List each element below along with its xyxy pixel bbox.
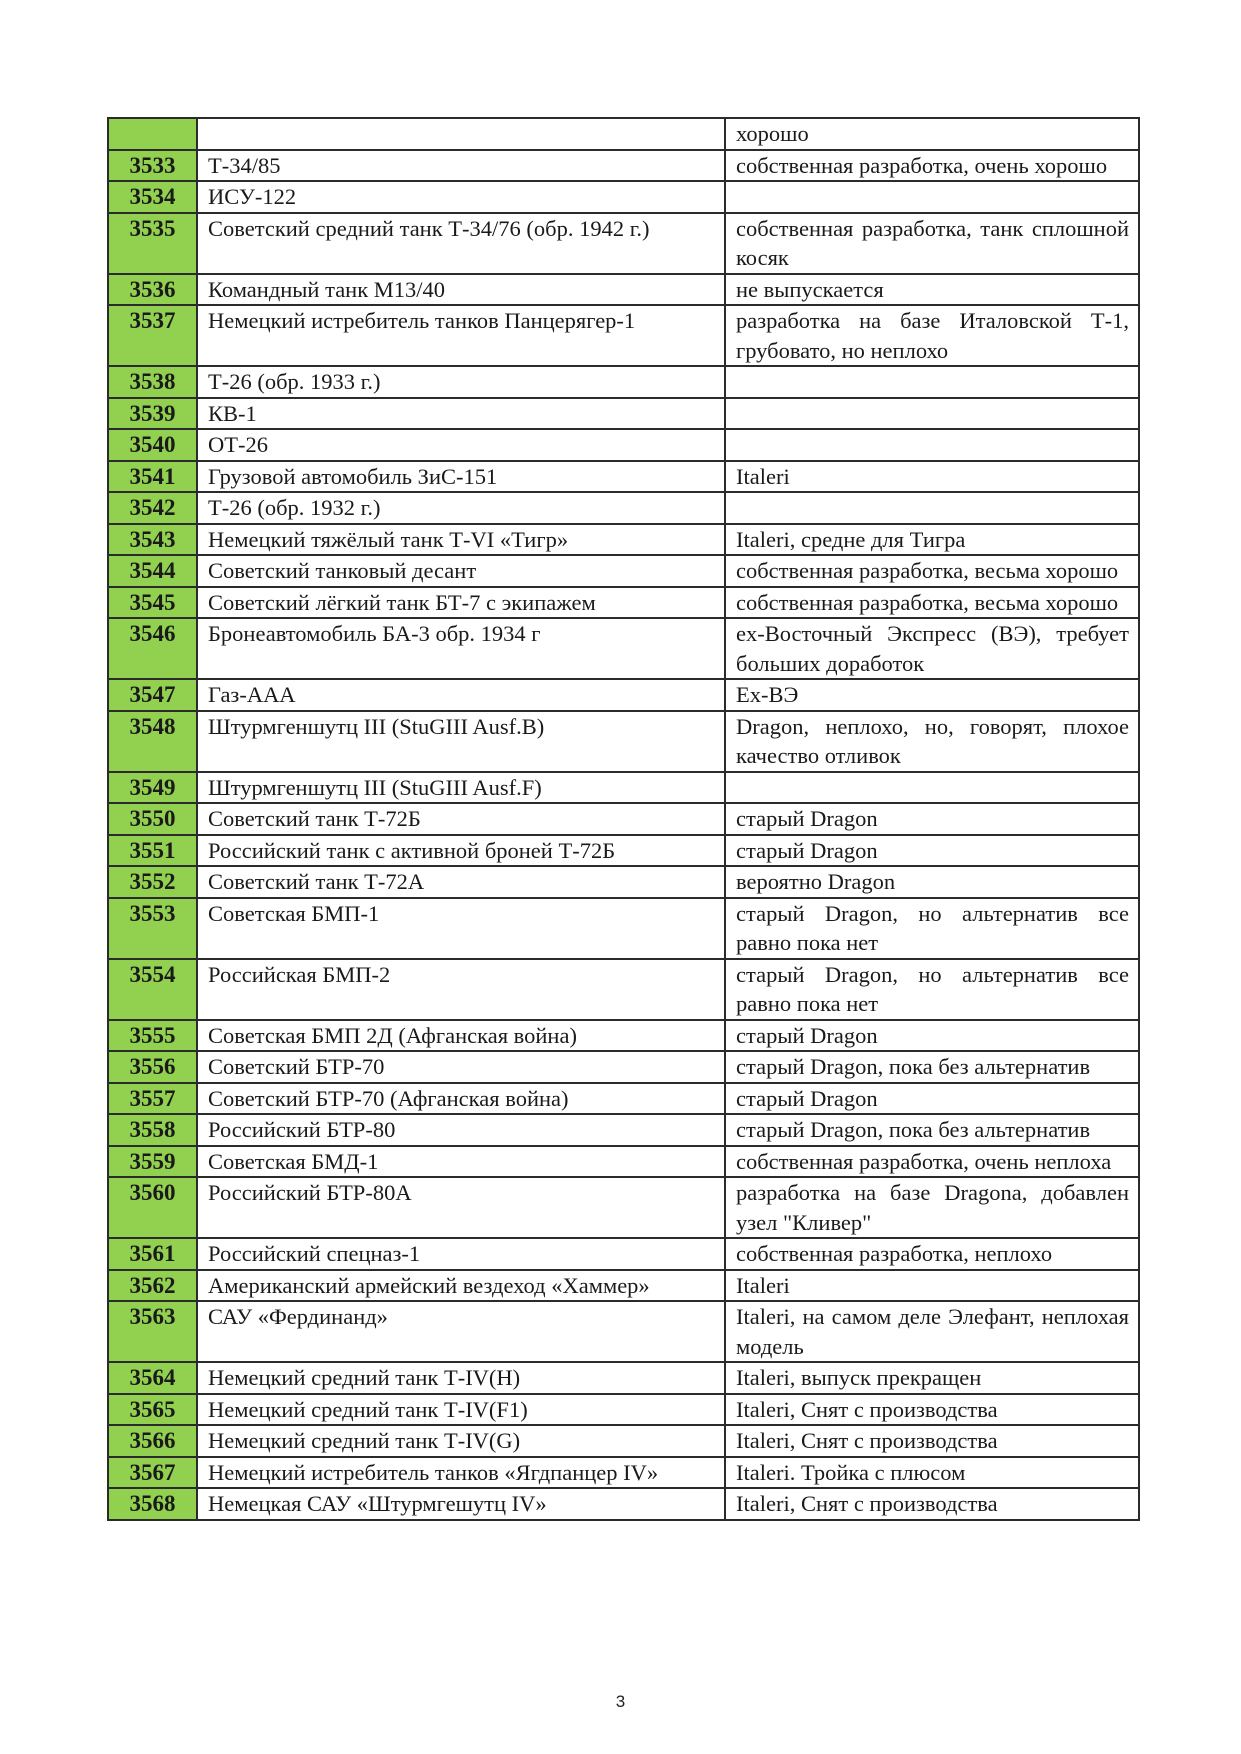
table-row bbox=[108, 492, 1139, 524]
kit-note-cell: Italeri bbox=[725, 1270, 1139, 1302]
kit-name-cell: Советская БМП-1 bbox=[197, 898, 725, 959]
page-number: 3 bbox=[615, 1692, 626, 1711]
kit-note-cell: Italeri, выпуск прекращен bbox=[725, 1362, 1139, 1394]
table-row bbox=[108, 679, 1139, 711]
kit-note-cell: собственная разработка, весьма хорошо bbox=[725, 587, 1139, 619]
kit-number-cell: 3540 bbox=[108, 429, 197, 461]
kit-note-cell: Italeri bbox=[725, 461, 1139, 493]
kit-name-cell: Газ-ААА bbox=[197, 679, 725, 711]
kit-note-cell: Italeri, средне для Тигра bbox=[725, 524, 1139, 556]
kit-number-cell: 3551 bbox=[108, 835, 197, 867]
table-row bbox=[108, 366, 1139, 398]
kit-number-cell: 3548 bbox=[108, 711, 197, 772]
table-row bbox=[108, 1270, 1139, 1302]
table-row bbox=[108, 803, 1139, 835]
kit-name-cell: Немецкий средний танк Т-IV(F1) bbox=[197, 1394, 725, 1426]
kit-number-cell: 3557 bbox=[108, 1083, 197, 1115]
table-row bbox=[108, 150, 1139, 182]
kit-name-cell: Бронеавтомобиль БА-3 обр. 1934 г bbox=[197, 618, 725, 679]
kit-number-cell: 3566 bbox=[108, 1425, 197, 1457]
kit-note-cell bbox=[725, 492, 1139, 524]
kit-number-cell: 3564 bbox=[108, 1362, 197, 1394]
kit-note-cell: старый Dragon, пока без альтернатив bbox=[725, 1114, 1139, 1146]
table-row bbox=[108, 1362, 1139, 1394]
table-row bbox=[108, 1114, 1139, 1146]
kit-number-cell: 3565 bbox=[108, 1394, 197, 1426]
kit-name-cell: Советский танк Т-72А bbox=[197, 866, 725, 898]
table-row bbox=[108, 398, 1139, 430]
kit-name-cell: Советский танковый десант bbox=[197, 555, 725, 587]
table-row bbox=[108, 118, 1139, 150]
kit-note-cell: не выпускается bbox=[725, 274, 1139, 306]
kit-number-cell: 3558 bbox=[108, 1114, 197, 1146]
kit-name-cell bbox=[197, 118, 725, 150]
kit-note-cell: собственная разработка, очень хорошо bbox=[725, 150, 1139, 182]
kit-note-cell: старый Dragon bbox=[725, 1020, 1139, 1052]
kit-number-cell: 3549 bbox=[108, 772, 197, 804]
table-row bbox=[108, 1146, 1139, 1178]
kit-number-cell: 3534 bbox=[108, 181, 197, 213]
kit-number-cell: 3554 bbox=[108, 959, 197, 1020]
kit-note-cell bbox=[725, 429, 1139, 461]
kit-name-cell: Советский БТР-70 (Афганская война) bbox=[197, 1083, 725, 1115]
table-row bbox=[108, 866, 1139, 898]
kit-name-cell: ОТ-26 bbox=[197, 429, 725, 461]
kit-note-cell: старый Dragon bbox=[725, 803, 1139, 835]
kit-note-cell: старый Dragon bbox=[725, 1083, 1139, 1115]
kit-name-cell: Немецкий истребитель танков Панцерягер-1 bbox=[197, 305, 725, 366]
kit-number-cell: 3555 bbox=[108, 1020, 197, 1052]
kit-name-cell: КВ-1 bbox=[197, 398, 725, 430]
kit-number-cell: 3550 bbox=[108, 803, 197, 835]
kit-name-cell: Российский БТР-80А bbox=[197, 1177, 725, 1238]
kit-name-cell: ИСУ-122 bbox=[197, 181, 725, 213]
kit-note-cell: старый Dragon, но альтернатив все равно пока нет bbox=[725, 959, 1139, 1020]
kit-number-cell: 3568 bbox=[108, 1488, 197, 1520]
table-row bbox=[108, 618, 1139, 679]
kit-number-cell: 3537 bbox=[108, 305, 197, 366]
table-row bbox=[108, 1394, 1139, 1426]
kit-note-cell: Italeri, на самом деле Элефант, неплохая модель bbox=[725, 1301, 1139, 1362]
kit-number-cell: 3559 bbox=[108, 1146, 197, 1178]
kit-name-cell: Грузовой автомобиль ЗиС-151 bbox=[197, 461, 725, 493]
kit-name-cell: САУ «Фердинанд» bbox=[197, 1301, 725, 1362]
table-row bbox=[108, 1051, 1139, 1083]
kit-note-cell: разработка на базе Италовской Т-1, грубовато, но неплохо bbox=[725, 305, 1139, 366]
kit-note-cell: разработка на базе Dragona, добавлен узел "Кливер" bbox=[725, 1177, 1139, 1238]
kit-name-cell: Немецкая САУ «Штурмгешутц IV» bbox=[197, 1488, 725, 1520]
kit-number-cell: 3560 bbox=[108, 1177, 197, 1238]
kit-name-cell: Российский спецназ-1 bbox=[197, 1238, 725, 1270]
kit-name-cell: Т-34/85 bbox=[197, 150, 725, 182]
kit-number-cell: 3562 bbox=[108, 1270, 197, 1302]
table-row bbox=[108, 711, 1139, 772]
table-row bbox=[108, 461, 1139, 493]
kit-name-cell: Советская БМД-1 bbox=[197, 1146, 725, 1178]
kit-number-cell: 3536 bbox=[108, 274, 197, 306]
kit-name-cell: Штурмгеншутц III (StuGIII Ausf.B) bbox=[197, 711, 725, 772]
kit-number-cell: 3546 bbox=[108, 618, 197, 679]
kit-note-cell: старый Dragon, но альтернатив все равно пока нет bbox=[725, 898, 1139, 959]
kit-note-cell: ex-Восточный Экспресс (ВЭ), требует больших доработок bbox=[725, 618, 1139, 679]
kit-number-cell: 3533 bbox=[108, 150, 197, 182]
kit-number-cell: 3538 bbox=[108, 366, 197, 398]
kit-name-cell: Советская БМП 2Д (Афганская война) bbox=[197, 1020, 725, 1052]
kit-note-cell: хорошо bbox=[725, 118, 1139, 150]
table-row bbox=[108, 305, 1139, 366]
kit-name-cell: Немецкий истребитель танков «Ягдпанцер IV» bbox=[197, 1457, 725, 1489]
kit-note-cell: Italeri. Тройка с плюсом bbox=[725, 1457, 1139, 1489]
table-row bbox=[108, 835, 1139, 867]
kit-number-cell: 3541 bbox=[108, 461, 197, 493]
kit-name-cell: Немецкий средний танк Т-IV(H) bbox=[197, 1362, 725, 1394]
kit-note-cell: Italeri, Снят с производства bbox=[725, 1394, 1139, 1426]
kit-name-cell: Американский армейский вездеход «Хаммер» bbox=[197, 1270, 725, 1302]
kit-number-cell bbox=[108, 118, 197, 150]
table-row bbox=[108, 587, 1139, 619]
kits-table-body bbox=[108, 118, 1139, 1520]
kit-note-cell bbox=[725, 181, 1139, 213]
table-row bbox=[108, 181, 1139, 213]
kit-note-cell: Italeri, Снят с производства bbox=[725, 1488, 1139, 1520]
kit-name-cell: Командный танк М13/40 bbox=[197, 274, 725, 306]
kit-name-cell: Штурмгеншутц III (StuGIII Ausf.F) bbox=[197, 772, 725, 804]
kit-number-cell: 3552 bbox=[108, 866, 197, 898]
kit-note-cell: собственная разработка, неплохо bbox=[725, 1238, 1139, 1270]
kit-note-cell: старый Dragon, пока без альтернатив bbox=[725, 1051, 1139, 1083]
kit-name-cell: Российский БТР-80 bbox=[197, 1114, 725, 1146]
kit-note-cell bbox=[725, 366, 1139, 398]
table-row bbox=[108, 213, 1139, 274]
kit-number-cell: 3542 bbox=[108, 492, 197, 524]
kit-note-cell: Dragon, неплохо, но, говорят, плохое качество отливок bbox=[725, 711, 1139, 772]
kit-number-cell: 3561 bbox=[108, 1238, 197, 1270]
kit-number-cell: 3535 bbox=[108, 213, 197, 274]
kit-name-cell: Советский лёгкий танк БТ-7 с экипажем bbox=[197, 587, 725, 619]
table-row bbox=[108, 429, 1139, 461]
kit-name-cell: Советский танк Т-72Б bbox=[197, 803, 725, 835]
kit-name-cell: Т-26 (обр. 1932 г.) bbox=[197, 492, 725, 524]
kit-note-cell bbox=[725, 772, 1139, 804]
table-row bbox=[108, 898, 1139, 959]
table-row bbox=[108, 772, 1139, 804]
table-row bbox=[108, 1488, 1139, 1520]
table-row bbox=[108, 1177, 1139, 1238]
table-row bbox=[108, 524, 1139, 556]
kit-number-cell: 3553 bbox=[108, 898, 197, 959]
table-row bbox=[108, 274, 1139, 306]
kit-name-cell: Немецкий тяжёлый танк Т-VI «Тигр» bbox=[197, 524, 725, 556]
kit-note-cell: вероятно Dragon bbox=[725, 866, 1139, 898]
table-row bbox=[108, 1425, 1139, 1457]
table-row bbox=[108, 1238, 1139, 1270]
kit-name-cell: Советский БТР-70 bbox=[197, 1051, 725, 1083]
table-row bbox=[108, 959, 1139, 1020]
kit-number-cell: 3567 bbox=[108, 1457, 197, 1489]
kit-note-cell: старый Dragon bbox=[725, 835, 1139, 867]
kit-number-cell: 3543 bbox=[108, 524, 197, 556]
kit-name-cell: Российская БМП-2 bbox=[197, 959, 725, 1020]
kit-note-cell: собственная разработка, танк сплошной косяк bbox=[725, 213, 1139, 274]
kit-number-cell: 3547 bbox=[108, 679, 197, 711]
kit-number-cell: 3544 bbox=[108, 555, 197, 587]
kits-table bbox=[107, 117, 1140, 1521]
kit-name-cell: Российский танк с активной броней Т-72Б bbox=[197, 835, 725, 867]
kit-note-cell: собственная разработка, очень неплоха bbox=[725, 1146, 1139, 1178]
kit-note-cell: Ex-ВЭ bbox=[725, 679, 1139, 711]
kit-note-cell: Italeri, Снят с производства bbox=[725, 1425, 1139, 1457]
kit-note-cell: собственная разработка, весьма хорошо bbox=[725, 555, 1139, 587]
table-row bbox=[108, 555, 1139, 587]
kit-name-cell: Советский средний танк Т-34/76 (обр. 1942 г.) bbox=[197, 213, 725, 274]
kit-name-cell: Т-26 (обр. 1933 г.) bbox=[197, 366, 725, 398]
table-row bbox=[108, 1457, 1139, 1489]
table-row bbox=[108, 1020, 1139, 1052]
kit-name-cell: Немецкий средний танк Т-IV(G) bbox=[197, 1425, 725, 1457]
table-row bbox=[108, 1301, 1139, 1362]
kit-number-cell: 3545 bbox=[108, 587, 197, 619]
kit-note-cell bbox=[725, 398, 1139, 430]
kit-number-cell: 3539 bbox=[108, 398, 197, 430]
kit-number-cell: 3556 bbox=[108, 1051, 197, 1083]
kit-number-cell: 3563 bbox=[108, 1301, 197, 1362]
table-row bbox=[108, 1083, 1139, 1115]
